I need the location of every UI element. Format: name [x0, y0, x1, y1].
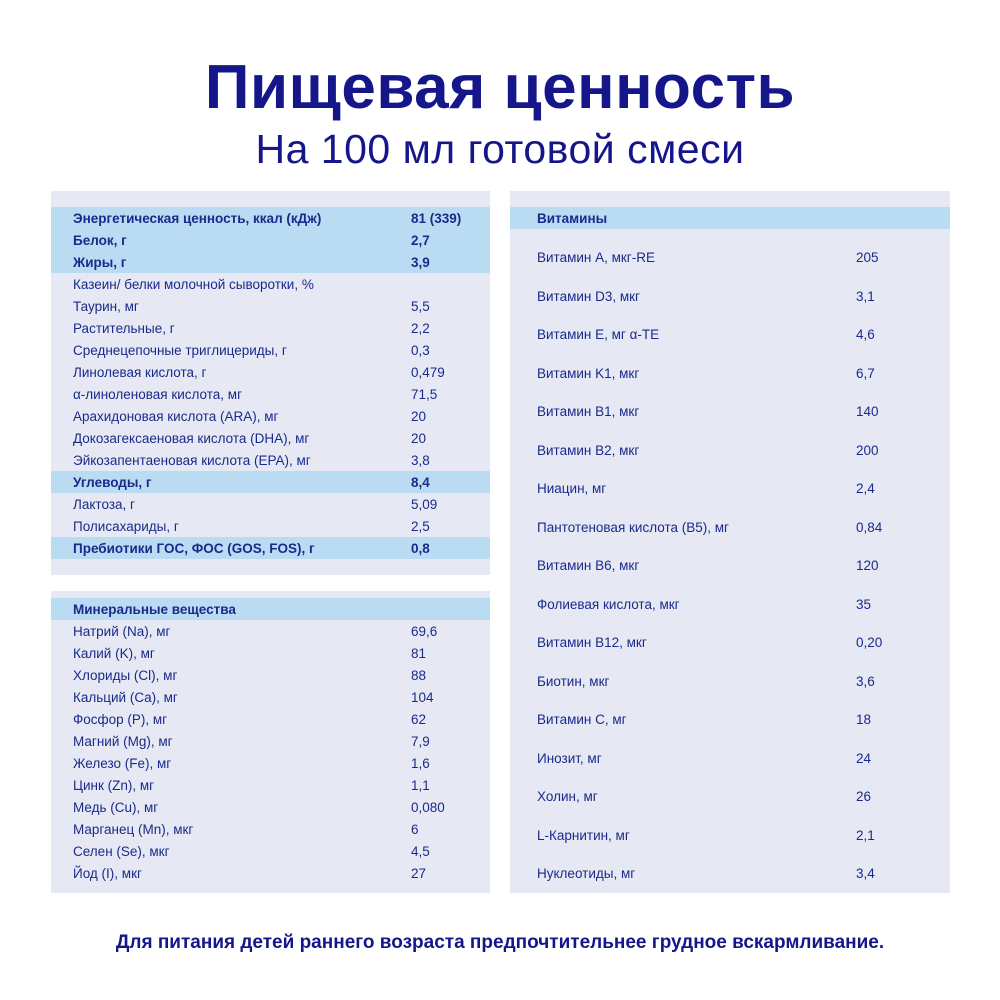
- table-row: [51, 361, 490, 383]
- row-value: 88: [411, 668, 427, 683]
- table-row: [51, 686, 490, 708]
- table-row: [51, 862, 490, 884]
- row-label: Растительные, г: [73, 321, 175, 336]
- row-label: Фолиевая кислота, мкг: [537, 596, 680, 612]
- row-label: Энергетическая ценность, ккал (кДж): [73, 211, 322, 226]
- row-value: 0,3: [411, 343, 430, 358]
- table-row: [51, 207, 490, 229]
- table-row: [51, 796, 490, 818]
- row-value: 3,1: [856, 288, 875, 304]
- row-value: 5,5: [411, 299, 430, 314]
- row-label: Магний (Mg), мг: [73, 734, 173, 749]
- row-value: 0,080: [411, 800, 445, 815]
- row-value: 71,5: [411, 387, 438, 402]
- row-value: 69,6: [411, 624, 438, 639]
- page-title: Пищевая ценность: [204, 53, 796, 122]
- table-row: [510, 593, 950, 615]
- row-label: α-линоленовая кислота, мг: [73, 387, 243, 402]
- row-label: Селен (Se), мкг: [73, 844, 170, 859]
- row-label: Жиры, г: [73, 255, 127, 270]
- table-row: [510, 439, 950, 461]
- row-label: Линолевая кислота, г: [73, 365, 207, 380]
- row-label: Инозит, мг: [537, 750, 602, 766]
- table-row: [51, 405, 490, 427]
- table-row: [510, 285, 950, 307]
- row-label: Йод (I), мкг: [73, 866, 142, 881]
- row-value: 20: [411, 409, 427, 424]
- row-value: 3,6: [856, 673, 875, 689]
- row-label: Углеводы, г: [73, 475, 152, 490]
- row-label: L-Карнитин, мг: [537, 827, 630, 843]
- table-row: [51, 449, 490, 471]
- row-value: 6: [411, 822, 419, 837]
- row-value: 2,7: [411, 233, 430, 248]
- table-row: [510, 400, 950, 422]
- row-value: 81 (339): [411, 211, 462, 226]
- row-label: Биотин, мкг: [537, 673, 610, 689]
- row-value: 4,6: [856, 327, 875, 342]
- row-value: 6,7: [856, 365, 875, 381]
- row-value: 3,9: [411, 255, 430, 270]
- minerals-header: Минеральные вещества: [73, 602, 236, 617]
- row-label: Витамин K1, мкг: [537, 365, 640, 381]
- row-label: Ниацин, мг: [537, 481, 607, 496]
- footer-disclaimer: Для питания детей раннего возраста предпочтительнее грудное вскармливание.: [115, 932, 885, 953]
- row-label: Таурин, мг: [73, 299, 139, 314]
- table-row: [51, 840, 490, 862]
- row-label: Витамин B1, мкг: [537, 404, 640, 419]
- row-value: 4,5: [411, 844, 430, 859]
- row-label: Холин, мг: [537, 789, 598, 804]
- row-value: 3,4: [856, 866, 875, 881]
- row-value: 3,8: [411, 453, 430, 468]
- row-value: 200: [856, 442, 879, 458]
- row-label: Хлориды (Cl), мг: [73, 668, 178, 683]
- table-row: [51, 251, 490, 273]
- row-label: Фосфор (P), мг: [73, 712, 168, 727]
- row-label: Лактоза, г: [73, 497, 135, 512]
- row-value: 27: [411, 866, 427, 881]
- row-value: 0,84: [856, 519, 883, 535]
- row-label: Медь (Cu), мг: [73, 800, 159, 815]
- row-value: 20: [411, 431, 427, 446]
- minerals-header-row: [51, 598, 490, 620]
- row-value: 104: [411, 690, 434, 705]
- table-row: [51, 774, 490, 796]
- row-label: Полисахариды, г: [73, 519, 179, 534]
- row-value: 81: [411, 646, 427, 661]
- row-label: Витамин B2, мкг: [537, 442, 640, 458]
- row-label: Железо (Fe), мг: [73, 756, 172, 771]
- row-label: Калий (K), мг: [73, 646, 155, 661]
- table-row: [51, 295, 490, 317]
- page-subtitle: На 100 мл готовой смеси: [255, 126, 745, 172]
- row-value: 5,09: [411, 497, 438, 512]
- table-row: [51, 664, 490, 686]
- vitamins-table: [510, 191, 950, 893]
- row-label: Белок, г: [73, 233, 127, 248]
- row-value: 0,20: [856, 635, 883, 650]
- vitamins-header-row: [510, 207, 950, 229]
- row-value: 2,4: [856, 481, 875, 496]
- row-label: Марганец (Mn), мкг: [73, 822, 194, 837]
- row-label: Казеин/ белки молочной сыворотки, %: [73, 277, 314, 292]
- row-label: Витамин E, мг α-TE: [537, 327, 660, 342]
- row-value: 2,5: [411, 519, 430, 534]
- table-row: [510, 631, 950, 653]
- row-value: 26: [856, 789, 872, 804]
- row-label: Витамин A, мкг-RE: [537, 250, 655, 265]
- table-row: [51, 229, 490, 251]
- row-value: 0,479: [411, 365, 445, 380]
- table-row: [510, 862, 950, 884]
- row-label: Кальций (Ca), мг: [73, 690, 178, 705]
- table-row: [51, 818, 490, 840]
- table-row: [51, 493, 490, 515]
- table-row: [51, 427, 490, 449]
- table-row: [510, 516, 950, 538]
- table-row: [510, 824, 950, 846]
- table-row: [51, 752, 490, 774]
- row-label: Нуклеотиды, мг: [537, 866, 636, 881]
- row-value: 0,8: [411, 541, 430, 556]
- table-row: [51, 642, 490, 664]
- row-value: 2,2: [411, 321, 430, 336]
- table-row: [510, 670, 950, 692]
- row-label: Пребиотики ГОС, ФОС (GOS, FOS), г: [73, 541, 315, 556]
- table-row: [51, 339, 490, 361]
- row-label: Пантотеновая кислота (B5), мг: [537, 519, 729, 535]
- vitamins-header: Витамины: [537, 211, 608, 226]
- table-row: [51, 471, 490, 493]
- row-label: Натрий (Na), мг: [73, 624, 171, 639]
- row-label: Цинк (Zn), мг: [73, 778, 155, 793]
- row-value: 62: [411, 712, 427, 727]
- row-value: 24: [856, 750, 872, 766]
- row-label: Эйкозапентаеновая кислота (EPA), мг: [73, 453, 311, 468]
- table-row: [510, 246, 950, 268]
- row-value: 1,6: [411, 756, 430, 771]
- minerals-table: [51, 591, 490, 893]
- table-row: [510, 785, 950, 807]
- table-row: [510, 362, 950, 384]
- table-row: [51, 515, 490, 537]
- table-row: [510, 323, 950, 345]
- table-row: [510, 554, 950, 576]
- row-value: 35: [856, 596, 872, 612]
- row-value: 205: [856, 250, 879, 265]
- row-value: 2,1: [856, 827, 875, 843]
- table-row: [51, 708, 490, 730]
- table-row: [510, 708, 950, 730]
- row-label: Докозагексаеновая кислота (DHA), мг: [73, 431, 310, 446]
- row-value: 8,4: [411, 475, 430, 490]
- nutrition-table: [51, 191, 490, 575]
- table-row: [51, 317, 490, 339]
- row-label: Витамин C, мг: [537, 712, 627, 727]
- row-value: 7,9: [411, 734, 430, 749]
- row-value: 18: [856, 712, 872, 727]
- table-row: [510, 747, 950, 769]
- row-label: Среднецепочные триглицериды, г: [73, 343, 287, 358]
- table-row: [51, 730, 490, 752]
- table-row: [51, 537, 490, 559]
- table-row: [51, 383, 490, 405]
- row-label: Витамин B12, мкг: [537, 635, 647, 650]
- row-value: 120: [856, 558, 879, 573]
- row-label: Витамин B6, мкг: [537, 558, 640, 573]
- row-value: 1,1: [411, 778, 430, 793]
- table-row: [51, 620, 490, 642]
- table-row: [51, 273, 490, 295]
- row-label: Витамин D3, мкг: [537, 288, 640, 304]
- row-value: 140: [856, 404, 879, 419]
- table-row: [510, 477, 950, 499]
- row-label: Арахидоновая кислота (ARA), мг: [73, 409, 279, 424]
